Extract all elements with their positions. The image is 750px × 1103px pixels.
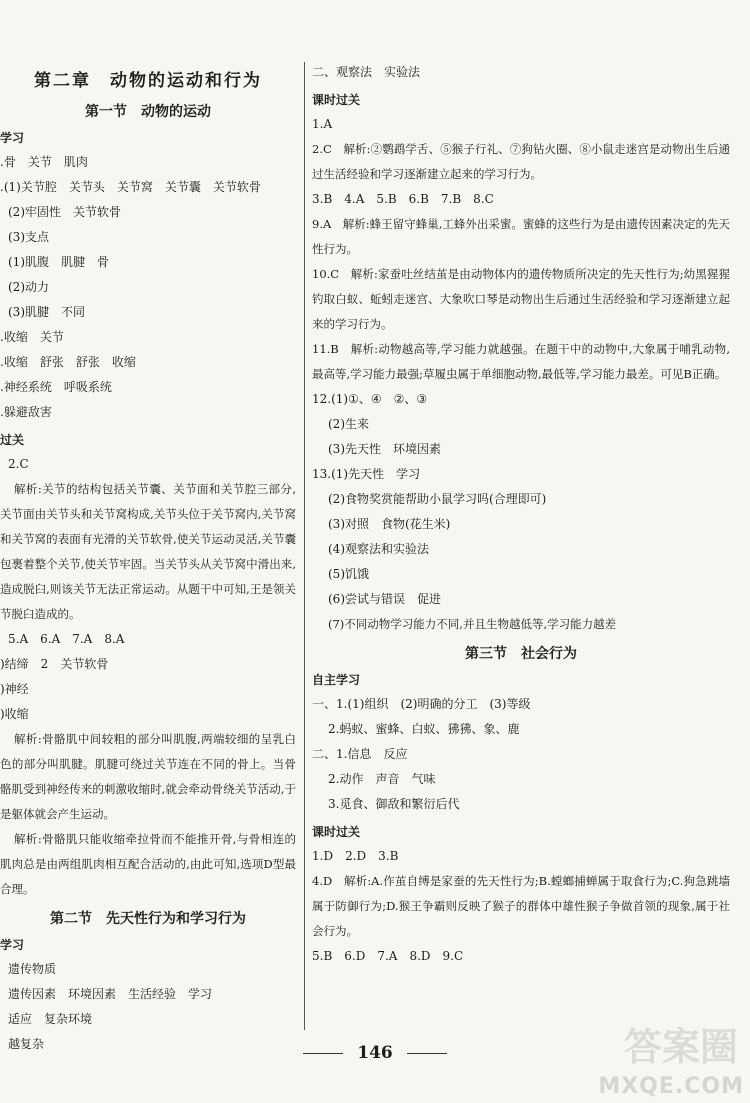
answer-line: .神经系统 呼吸系统 bbox=[0, 380, 112, 394]
answer-line: (3)对照 食物(花生米) bbox=[328, 517, 451, 531]
answer-line: 5.A 6.A 7.A 8.A bbox=[8, 632, 125, 646]
answer-line: )结缔 2 关节软骨 bbox=[0, 657, 109, 671]
sub-heading: 课时过关 bbox=[312, 93, 361, 107]
answer-line: )收缩 bbox=[0, 707, 29, 721]
footer-rule-right bbox=[407, 1053, 447, 1054]
footer-rule-left bbox=[303, 1053, 343, 1054]
answer-line: 2.蚂蚁、蜜蜂、白蚁、狒狒、象、鹿 bbox=[328, 722, 520, 736]
watermark-text: 答案圈 bbox=[623, 1025, 738, 1069]
answer-line: (3)先天性 环境因素 bbox=[328, 442, 441, 456]
explanation-paragraph: 11.B 解析:动物越高等,学习能力就越强。在题干中的动物中,大象属于哺乳动物,最高等,学习能力最强;草履虫属于单细胞动物,最低等,学习能力最差。可见B正确。 bbox=[312, 342, 730, 381]
answer-line: .骨 关节 肌肉 bbox=[0, 155, 88, 169]
answer-line: 2.动作 声音 气味 bbox=[328, 772, 436, 786]
answer-line: 二、1.信息 反应 bbox=[312, 747, 408, 761]
sub-heading: 课时过关 bbox=[312, 825, 361, 839]
answer-line: (2)生来 bbox=[328, 417, 369, 431]
explanation-paragraph: 9.A 解析:蜂王留守蜂巢,工蜂外出采蜜。蜜蜂的这些行为是由遗传因素决定的先天性行为。 bbox=[312, 217, 730, 256]
explanation-paragraph: 10.C 解析:家蚕吐丝结茧是由动物体内的遗传物质所决定的先天性行为;幼黑猩猩钓取白蚁、蚯蚓走迷宫、大象吹口琴是动物出生后通过生活经验和学习逐渐建立起来的学习行为。 bbox=[312, 267, 730, 331]
answer-line: .收缩 舒张 舒张 收缩 bbox=[0, 355, 136, 369]
answer-line: 5.B 6.D 7.A 8.D 9.C bbox=[312, 949, 464, 963]
answer-line: (1)肌腹 肌腱 骨 bbox=[8, 255, 109, 269]
sub-heading: 自主学习 bbox=[312, 673, 361, 687]
explanation-paragraph: 解析:骨骼肌只能收缩牵拉骨而不能推开骨,与骨相连的肌肉总是由两组肌肉相互配合活动的,由此可知,选项D型最合理。 bbox=[0, 832, 296, 896]
answer-line: 12.(1)①、④ ②、③ bbox=[312, 392, 428, 406]
chapter-title: 第二章 动物的运动和行为 bbox=[34, 71, 262, 91]
answer-line: 二、观察法 实验法 bbox=[312, 65, 421, 79]
answer-line: 1.D 2.D 3.B bbox=[312, 849, 399, 863]
explanation-paragraph: 解析:关节的结构包括关节囊、关节面和关节腔三部分,关节面由关节头和关节窝构成,关节头位于关节窝内,关节窝和关节窝的表面有光滑的关节软骨,使关节运动灵活,关节囊包裹着整个关节,使关节牢固。当关节头从关节窝中滑出来,造成脱臼,则该关节无法正常运动。从题干中可知,王是领关节脱臼造成的。 bbox=[0, 482, 296, 621]
left-column bbox=[0, 60, 296, 1057]
sub-heading: 学习 bbox=[0, 938, 25, 952]
answer-line: .躲避敌害 bbox=[0, 405, 52, 419]
explanation-paragraph: 解析:骨骼肌中间较粗的部分叫肌腹,两端较细的呈乳白色的部分叫肌腱。肌腱可绕过关节连在不同的骨上。当骨骼肌受到神经传来的刺激收缩时,就会牵动骨绕关节活动,于是躯体就会产生运动。 bbox=[0, 732, 296, 821]
answer-line: 3.觅食、御敌和繁衍后代 bbox=[328, 797, 460, 811]
watermark-logo bbox=[598, 1019, 744, 1099]
answer-line: )神经 bbox=[0, 682, 29, 696]
explanation-paragraph: 2.C 解析:②鹦鹉学舌、⑤猴子行礼、⑦狗钻火圈、⑧小鼠走迷宫是动物出生后通过生活经验和学习逐渐建立起来的学习行为。 bbox=[312, 142, 730, 181]
watermark-site: MXQE.COM bbox=[598, 1074, 744, 1099]
answer-line: (7)不同动物学习能力不同,并且生物越低等,学习能力越差 bbox=[328, 617, 617, 631]
answer-line: 越复杂 bbox=[8, 1037, 45, 1051]
section-1-title: 第一节 动物的运动 bbox=[85, 104, 211, 120]
answer-line: 适应 复杂环境 bbox=[8, 1012, 93, 1026]
page-number: 146 bbox=[357, 1043, 393, 1063]
answer-line: .(1)关节腔 关节头 关节窝 关节囊 关节软骨 bbox=[0, 180, 261, 194]
answer-line: .收缩 关节 bbox=[0, 330, 64, 344]
answer-line: (2)牢固性 关节软骨 bbox=[8, 205, 121, 219]
right-column bbox=[312, 60, 730, 969]
answer-line: 2.C bbox=[8, 457, 29, 471]
answer-line: 13.(1)先天性 学习 bbox=[312, 467, 421, 481]
answer-line: (4)观察法和实验法 bbox=[328, 542, 429, 556]
answer-line: (6)尝试与错误 促进 bbox=[328, 592, 441, 606]
answer-line: 3.B 4.A 5.B 6.B 7.B 8.C bbox=[312, 192, 494, 206]
section-3-title: 第三节 社会行为 bbox=[465, 646, 577, 662]
answer-line: (5)饥饿 bbox=[328, 567, 369, 581]
answer-line: (2)食物奖赏能帮助小鼠学习吗(合理即可) bbox=[328, 492, 547, 506]
answer-line: (2)动力 bbox=[8, 280, 49, 294]
section-2-title: 第二节 先天性行为和学习行为 bbox=[50, 911, 246, 927]
answer-line: (3)肌腱 不同 bbox=[8, 305, 85, 319]
column-divider bbox=[304, 62, 305, 1030]
answer-line: 遗传因素 环境因素 生活经验 学习 bbox=[8, 987, 213, 1001]
sub-heading: 过关 bbox=[0, 433, 25, 447]
answer-line: 一、1.(1)组织 (2)明确的分工 (3)等级 bbox=[312, 697, 531, 711]
sub-heading: 学习 bbox=[0, 131, 25, 145]
answer-line: 1.A bbox=[312, 117, 333, 131]
explanation-paragraph: 4.D 解析:A.作茧自缚是家蚕的先天性行为;B.螳螂捕蝉属于取食行为;C.狗急跳墙属于防御行为;D.猴王争霸则反映了猴子的群体中雄性猴子争做首领的现象,属于社会行为。 bbox=[312, 874, 730, 938]
answer-line: 遗传物质 bbox=[8, 962, 57, 976]
answer-line: (3)支点 bbox=[8, 230, 49, 244]
